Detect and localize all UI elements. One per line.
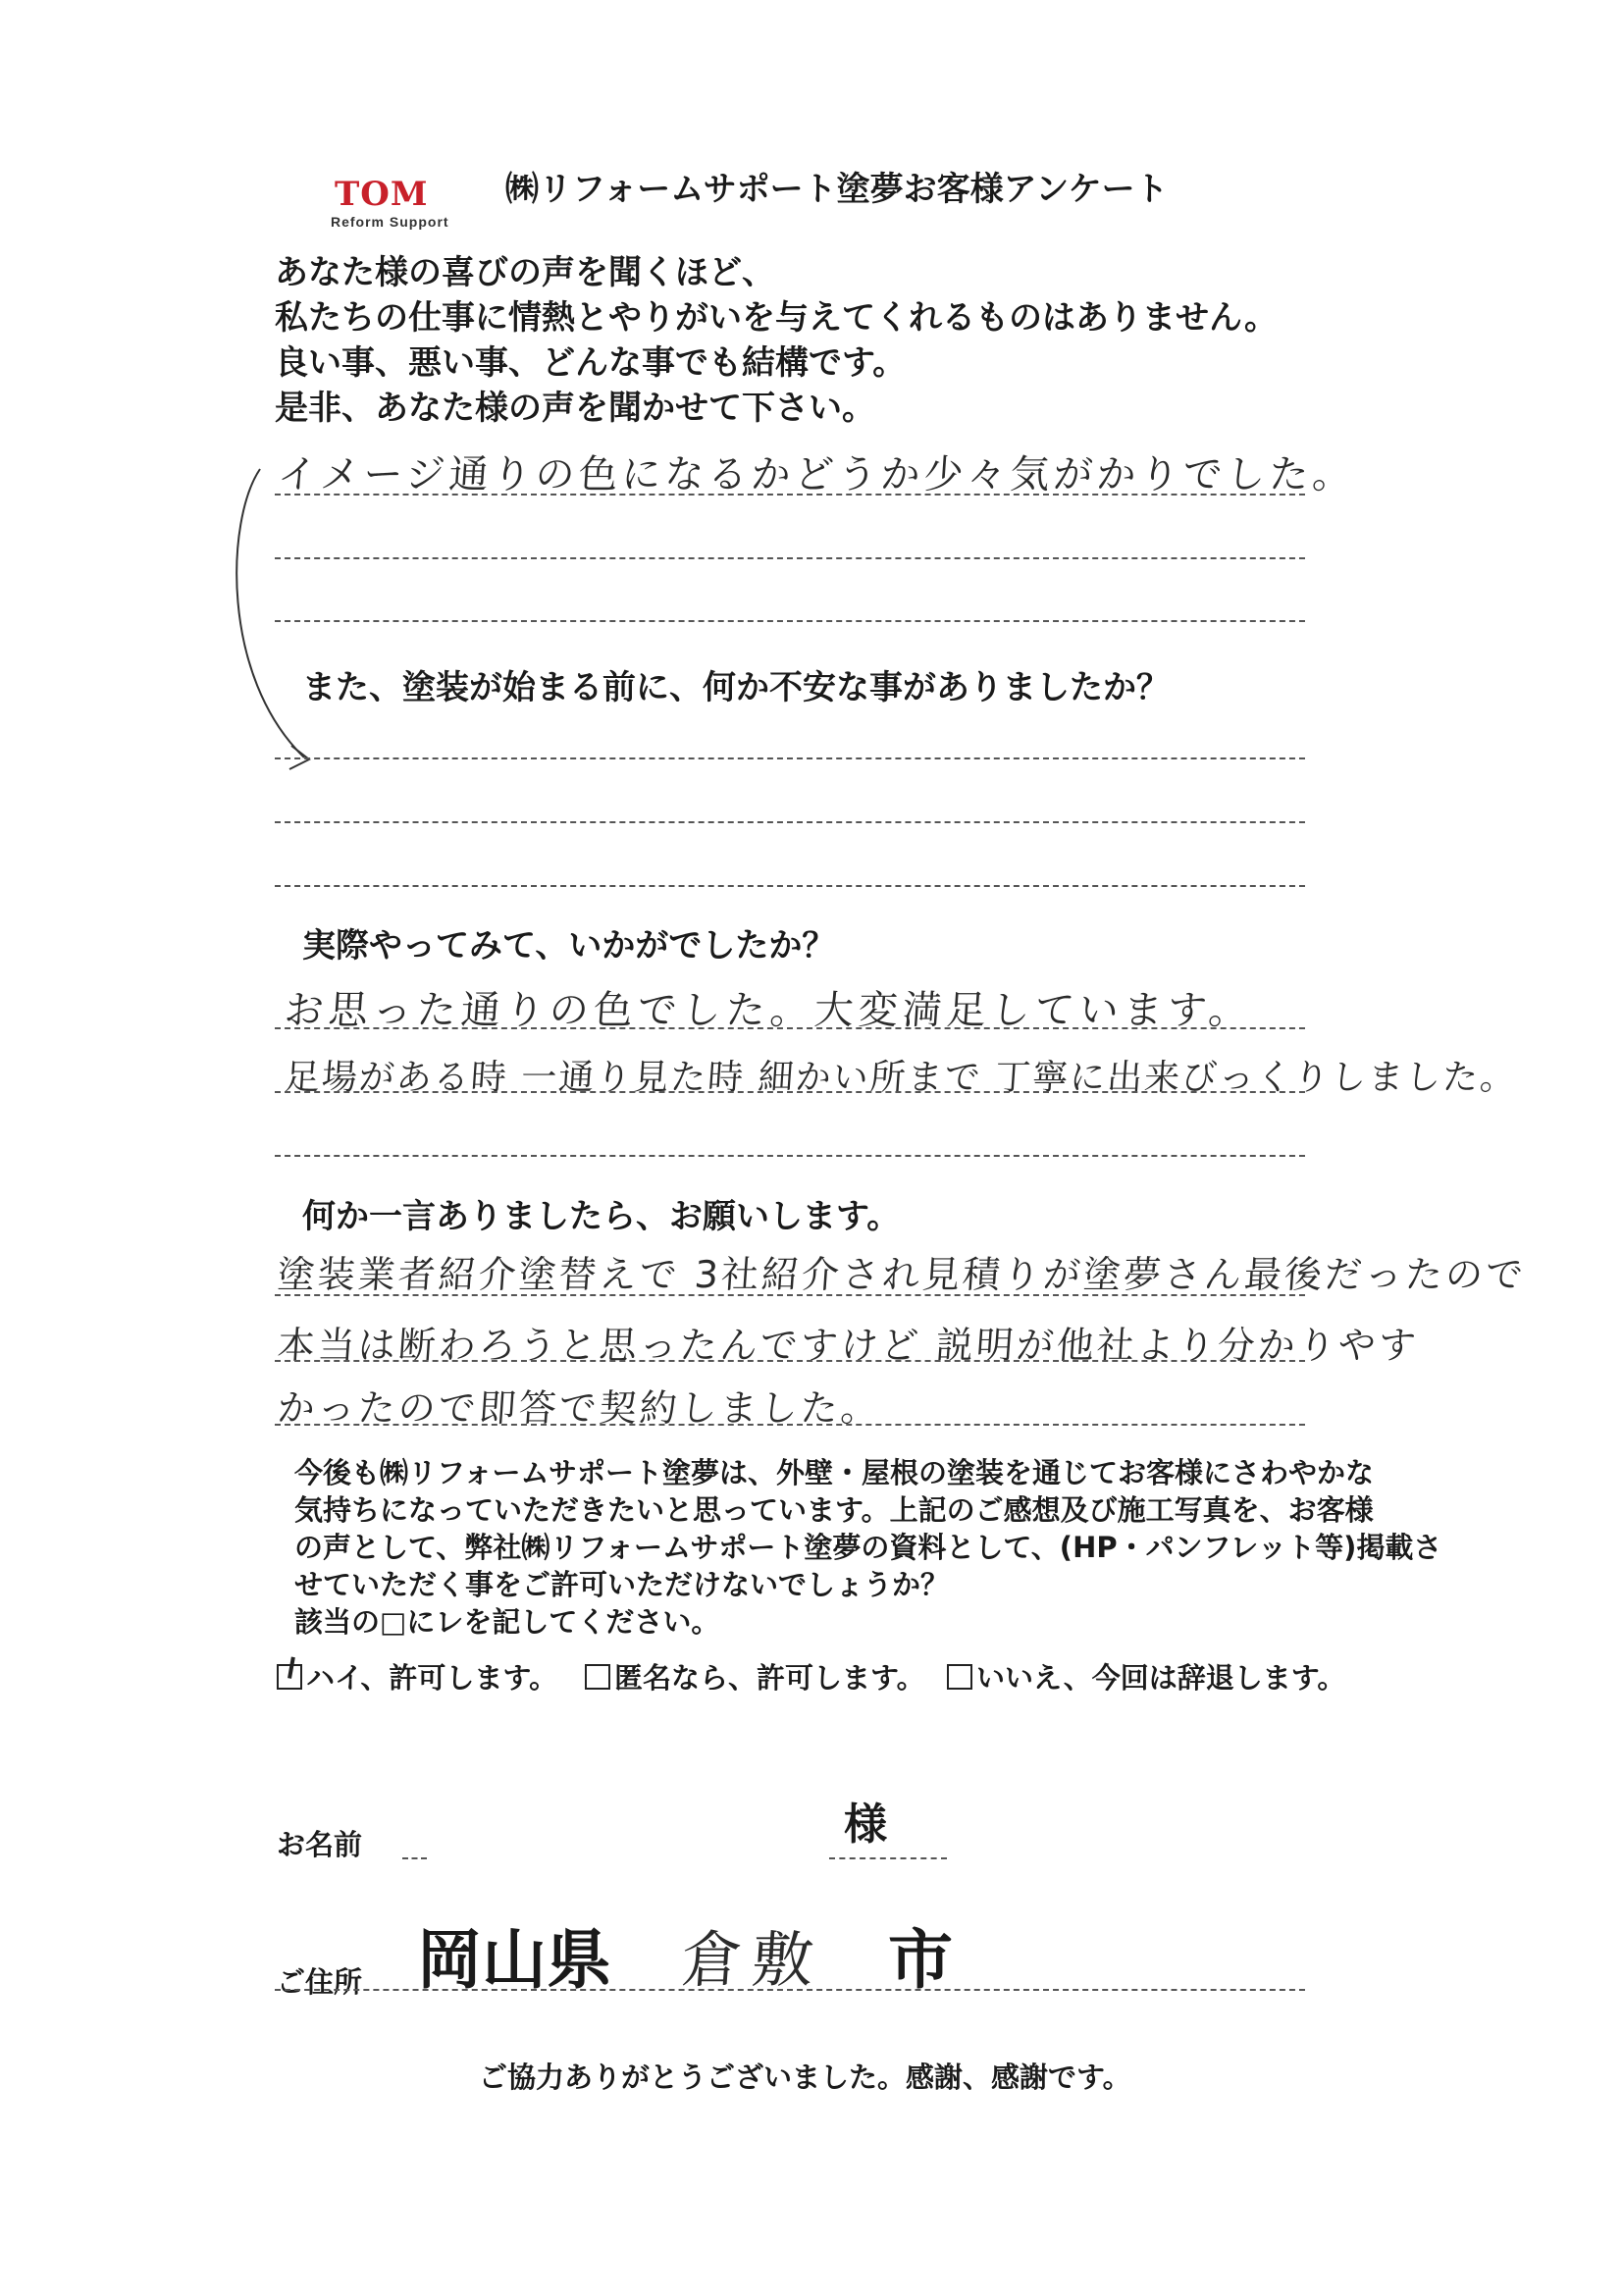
answer-line (275, 1027, 1305, 1029)
answer-line (275, 1091, 1305, 1093)
intro-line: 良い事、悪い事、どんな事でも結構です。 (275, 343, 907, 383)
checkbox-icon[interactable] (947, 1664, 972, 1690)
answer-line (275, 821, 1305, 823)
consent-option-no[interactable] (947, 1656, 1345, 1696)
answer-line (275, 494, 1305, 496)
answer-line (275, 620, 1305, 622)
answer-line (275, 1155, 1305, 1157)
address-city: 倉敷 (679, 1924, 826, 1996)
consent-label: いいえ、今回は辞退します。 (976, 1661, 1346, 1695)
answer-line (275, 1424, 1305, 1426)
q1-answer-line: イメージ通りの色になるかどうか少々気がかりでした。 (276, 452, 1358, 497)
q4-answer-line: 本当は断わろうと思ったんですけど 説明が他社より分かりやす (276, 1324, 1421, 1367)
survey-title: ㈱リフォームサポート塗夢お客様アンケート (505, 170, 1169, 209)
question-2: また、塗装が始まる前に、何か不安な事がありましたか？ (302, 668, 1170, 707)
answer-line (275, 1294, 1305, 1296)
intro-line: あなた様の喜びの声を聞くほど、 (275, 253, 775, 292)
address-line (275, 1989, 1305, 1991)
q4-answer-line: 塗装業者紹介塗替えで 3社紹介され見積りが塗夢さん最後だったので (276, 1253, 1528, 1296)
answer-line (275, 885, 1305, 887)
name-suffix: 様 (844, 1800, 887, 1850)
address-prefecture: 岡山県 (417, 1921, 611, 1998)
answer-line (275, 1360, 1305, 1362)
company-logo (331, 175, 448, 234)
logo-subtitle: Reform Support (331, 214, 449, 230)
permission-text (294, 1454, 1442, 1641)
name-line (829, 1857, 947, 1859)
intro-text (275, 250, 1278, 431)
intro-line: 是非、あなた様の声を聞かせて下さい。 (275, 389, 875, 428)
checkbox-checked-icon[interactable] (277, 1664, 302, 1690)
closing-message: ご協力ありがとうございました。感謝、感謝です。 (479, 2061, 1131, 2094)
address-city-suffix: 市 (888, 1921, 953, 1998)
answer-line (275, 557, 1305, 559)
logo-mark: TOM (335, 175, 429, 214)
consent-label: 匿名なら、許可します。 (614, 1661, 925, 1695)
question-3: 実際やってみて、いかがでしたか？ (302, 926, 836, 965)
intro-line: 私たちの仕事に情熱とやりがいを与えてくれるものはありません。 (275, 298, 1279, 338)
permission-line: 該当の□にレを記してください。 (294, 1605, 720, 1639)
consent-option-yes[interactable] (277, 1656, 557, 1696)
consent-label: ハイ、許可します。 (306, 1661, 558, 1695)
q4-answer-line: かったので即答で契約しました。 (276, 1386, 883, 1430)
question-4: 何か一言ありましたら、お願いします。 (302, 1197, 901, 1236)
handwritten-arrow-icon (221, 461, 339, 785)
q3-answer-line: 足場がある時 一通り見た時 細かい所まで 丁寧に出来びっくりしました。 (283, 1058, 1519, 1098)
name-line (402, 1857, 427, 1859)
consent-option-anonymous[interactable] (585, 1656, 925, 1696)
answer-line (275, 757, 1305, 759)
address-label: ご住所 (277, 1965, 363, 1999)
permission-line: 今後も㈱リフォームサポート塗夢は、外壁・屋根の塗装を通じてお客様にさわやかな (294, 1456, 1374, 1489)
checkbox-icon[interactable] (585, 1664, 610, 1690)
q3-answer-line: お思った通りの色でした。大変満足しています。 (283, 988, 1255, 1033)
permission-line: 気持ちになっていただきたいと思っています。上記のご感想及び施工写真を、お客様 (294, 1493, 1374, 1527)
permission-line: せていただく事をご許可いただけないでしょうか？ (294, 1568, 950, 1601)
permission-line: の声として、弊社㈱リフォームサポート塗夢の資料として、(HP・パンフレット等)掲載さ (294, 1531, 1442, 1564)
name-label: お名前 (277, 1828, 363, 1861)
